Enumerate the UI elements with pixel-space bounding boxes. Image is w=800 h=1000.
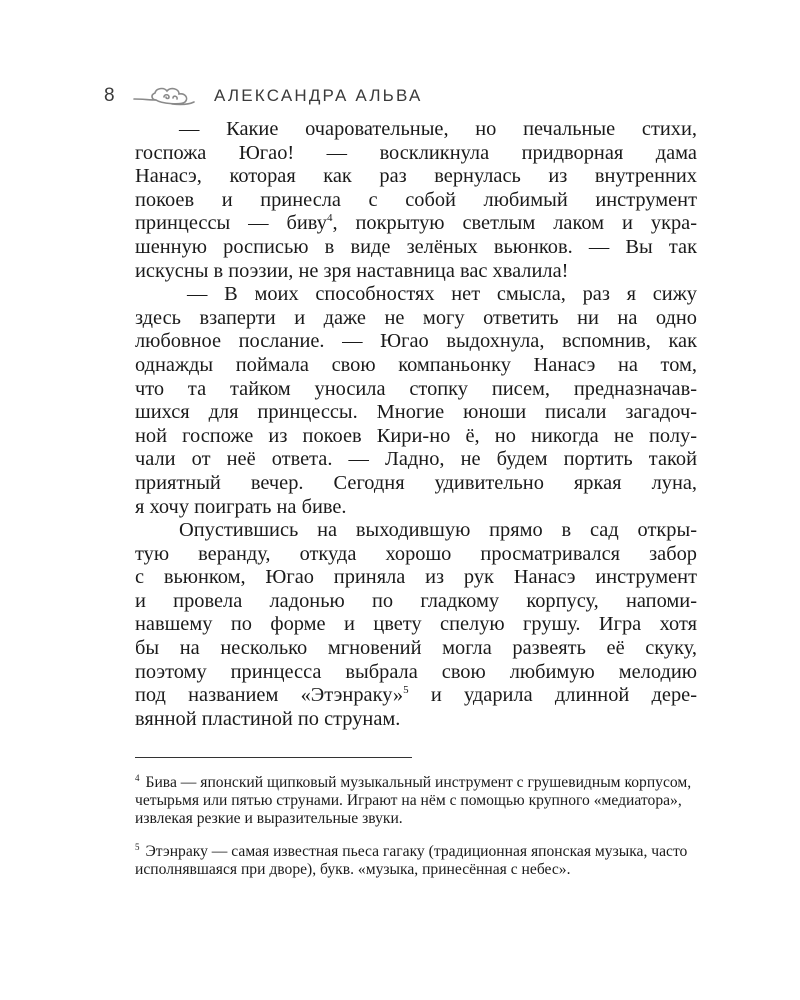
text-line: ной госпоже из покоев Кири-но ё, но никогда не полу-	[135, 424, 697, 447]
text-line: я хочу поиграть на биве.	[135, 495, 347, 518]
text-line: искусны в поэзии, не зря наставница вас хвалила!	[135, 259, 569, 282]
text-line-with-ref	[135, 212, 697, 236]
page-number: 8	[104, 85, 115, 106]
text-line: что та тайком уносила стопку писем, предназначав-	[135, 377, 697, 400]
text-segment: принцессы — биву	[135, 212, 327, 235]
text-line: шенную росписью в виде зелёных вьюнков. — Вы так	[135, 235, 697, 258]
text-line: тую веранду, откуда хорошо просматривался забор	[135, 542, 697, 565]
text-line: — В моих способностях нет смысла, раз я сижу	[187, 283, 697, 306]
text-segment: , покрытую светлым лаком и укра-	[332, 212, 698, 235]
footnote-number: 5	[135, 842, 140, 852]
footnote-ref-4: 4	[326, 212, 333, 225]
text-line: — Какие очаровательные, но печальные стихи,	[179, 118, 697, 140]
text-line: навшему по форме и цвету спелую грушу. Игра хотя	[135, 613, 697, 636]
text-line: любовное послание. — Югао выдохнула, вспомнив, как	[135, 330, 697, 353]
text-line: вянной пластиной по струнам.	[135, 707, 401, 730]
footnote-5	[135, 838, 697, 879]
cloud-ornament-icon	[132, 85, 196, 107]
text-line: и провела ладонью по гладкому корпусу, напоми-	[135, 589, 697, 612]
text-line: Опустившись на выходившую прямо в сад откры-	[179, 519, 697, 542]
text-line: однажды поймала свою компаньонку Нанасэ на том,	[135, 353, 697, 376]
footnote-text: Этэнраку — самая известная пьеса гагаку (традиционная японская музыка, часто исполнявшаяся при дворе), букв. «музыка, принесённая с небес».	[135, 843, 688, 878]
text-line: покоев и принесла с собой любимый инструмент	[135, 188, 697, 211]
footnote-number: 4	[135, 773, 140, 783]
footnotes	[135, 769, 697, 889]
footnote-ref-5: 5	[403, 684, 409, 697]
running-header	[104, 84, 423, 108]
text-line: Нанасэ, которая как раз вернулась из внутренних	[135, 165, 697, 188]
text-segment: и ударила длинной дере-	[408, 684, 698, 707]
text-segment: под названием «Этэнраку»	[135, 684, 404, 707]
text-line: приятный вечер. Сегодня удивительно яркая луна,	[135, 471, 697, 494]
footnote-text: Бива — японский щипковый музыкальный инструмент с грушевидным корпусом, четырьмя или пятью струнами. Играют на нём с помощью крупного «медиатора», извлекая резкие и выразительные звуки.	[135, 774, 692, 827]
text-line: шихся для принцессы. Многие юноши писали загадоч-	[135, 401, 697, 424]
author-name: АЛЕКСАНДРА АЛЬВА	[214, 86, 423, 105]
text-line: здесь взаперти и даже не могу ответить ни на одно	[135, 306, 697, 329]
text-line: госпожа Югао! — воскликнула придворная дама	[135, 141, 697, 164]
text-line-with-ref	[135, 684, 697, 708]
text-line: бы на несколько мгновений могла развеять её скуку,	[135, 637, 697, 660]
footnote-divider	[135, 757, 412, 758]
footnote-4	[135, 769, 697, 828]
text-line: поэтому принцесса выбрала свою любимую мелодию	[135, 660, 697, 683]
text-line: с вьюнком, Югао приняла из рук Нанасэ инструмент	[135, 566, 697, 589]
main-text	[135, 118, 697, 731]
text-line: чали от неё ответа. — Ладно, не будем портить такой	[135, 448, 697, 471]
